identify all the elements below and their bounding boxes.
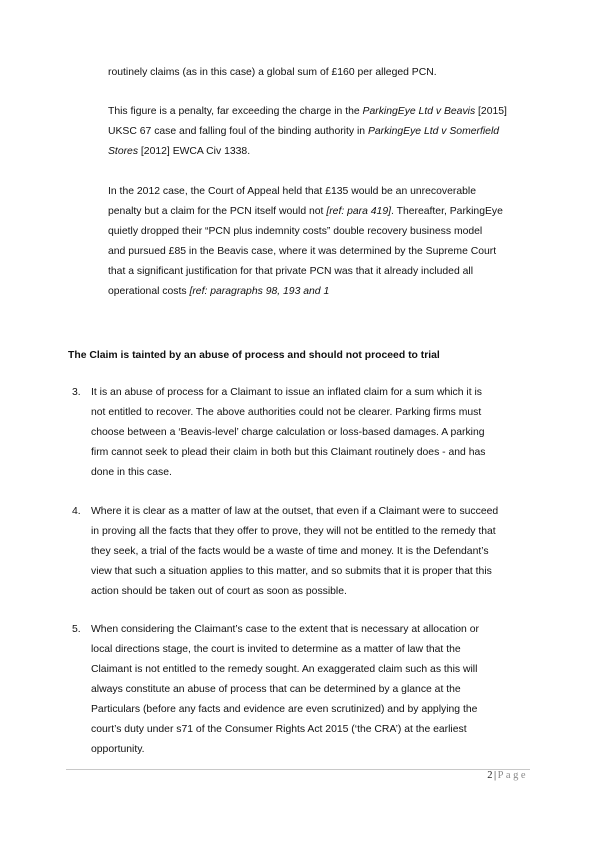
paragraph-number: 5. xyxy=(72,624,81,635)
continuation-text xyxy=(108,63,528,83)
case2012-line-4: and pursued £85 in the Beavis case, where it was determined by the Supreme Court xyxy=(108,246,497,257)
case2012-line-6: operational costs [ref: paragraphs 98, 193 and 1 xyxy=(108,286,330,297)
case2012-line-5: that a significant justification for that private PCN was that it already included all xyxy=(108,266,474,277)
paragraph-number: 3. xyxy=(72,387,81,398)
case-name-beavis: ParkingEye Ltd v Beavis xyxy=(362,106,476,117)
case2012-line-3: quietly dropped their “PCN plus indemnity costs” double recovery business model xyxy=(108,226,483,237)
continuation-line: routinely claims (as in this case) a global sum of £160 per alleged PCN. xyxy=(108,67,437,78)
case2012-line-2: penalty but a claim for the PCN itself would not [ref: para 419]. Thereafter, ParkingEye xyxy=(108,206,503,217)
paragraph-number: 4. xyxy=(72,506,81,517)
page-label: Page xyxy=(497,770,528,781)
page-number: 2 xyxy=(487,770,494,781)
footer-separator: | xyxy=(493,770,498,781)
case-name-somerfield: ParkingEye Ltd v Somerfield xyxy=(367,126,500,137)
penalty-line-1: This figure is a penalty, far exceeding the charge in the ParkingEye Ltd v Beavis [2015] xyxy=(108,106,507,117)
paragraph-text: Where it is clear as a matter of law at the outset, that even if a Claimant were to succeed in proving all the facts that they offer to prove, they will not be entitled to the remedy that they seek, a trial of the facts would be a waste of time and money. It is the Defendant’s view that such a situation applies to this matter, and so submits that it is proper that this action should be taken out of court as soon as possible. xyxy=(91,506,499,597)
page-footer xyxy=(487,770,528,781)
paragraph-penalty xyxy=(108,102,528,162)
footer-divider xyxy=(66,769,530,770)
reference-para-419: [ref: para 419] xyxy=(326,206,392,217)
paragraph-2012-case xyxy=(108,182,528,302)
penalty-line-2: UKSC 67 case and falling foul of the binding authority in ParkingEye Ltd v Somerfield xyxy=(108,126,500,137)
paragraph-text: When considering the Claimant’s case to the extent that is necessary at allocation or local directions stage, the court is invited to determine as a matter of law that the Claimant is not entitled to the remedy sought. An exaggerated claim such as this will always constitute an abuse of process that can be determined by a glance at the Particulars (before any facts and evidence are even scrutinized) and by applying the court’s duty under s71 of the Consumer Rights Act 2015 (‘the CRA’) at the earliest opportunity. xyxy=(91,624,479,755)
reference-paragraphs: [ref: paragraphs 98, 193 and 1 xyxy=(189,286,330,297)
section-heading: The Claim is tainted by an abuse of process and should not proceed to trial xyxy=(68,350,440,361)
paragraph-text: It is an abuse of process for a Claimant to issue an inflated claim for a sum which it is not entitled to recover. The above authorities could not be clearer. Parking firms must choose between a ‘Beavis-level’ charge calculation or loss-based damages. A parking firm cannot seek to plead their claim in both but this Claimant routinely does - and has done in this case. xyxy=(91,387,486,478)
penalty-line-3: Stores [2012] EWCA Civ 1338. xyxy=(108,146,251,157)
case-name-stores: Stores xyxy=(108,146,139,157)
case2012-line-1: In the 2012 case, the Court of Appeal held that £135 would be an unrecoverable xyxy=(108,186,476,197)
